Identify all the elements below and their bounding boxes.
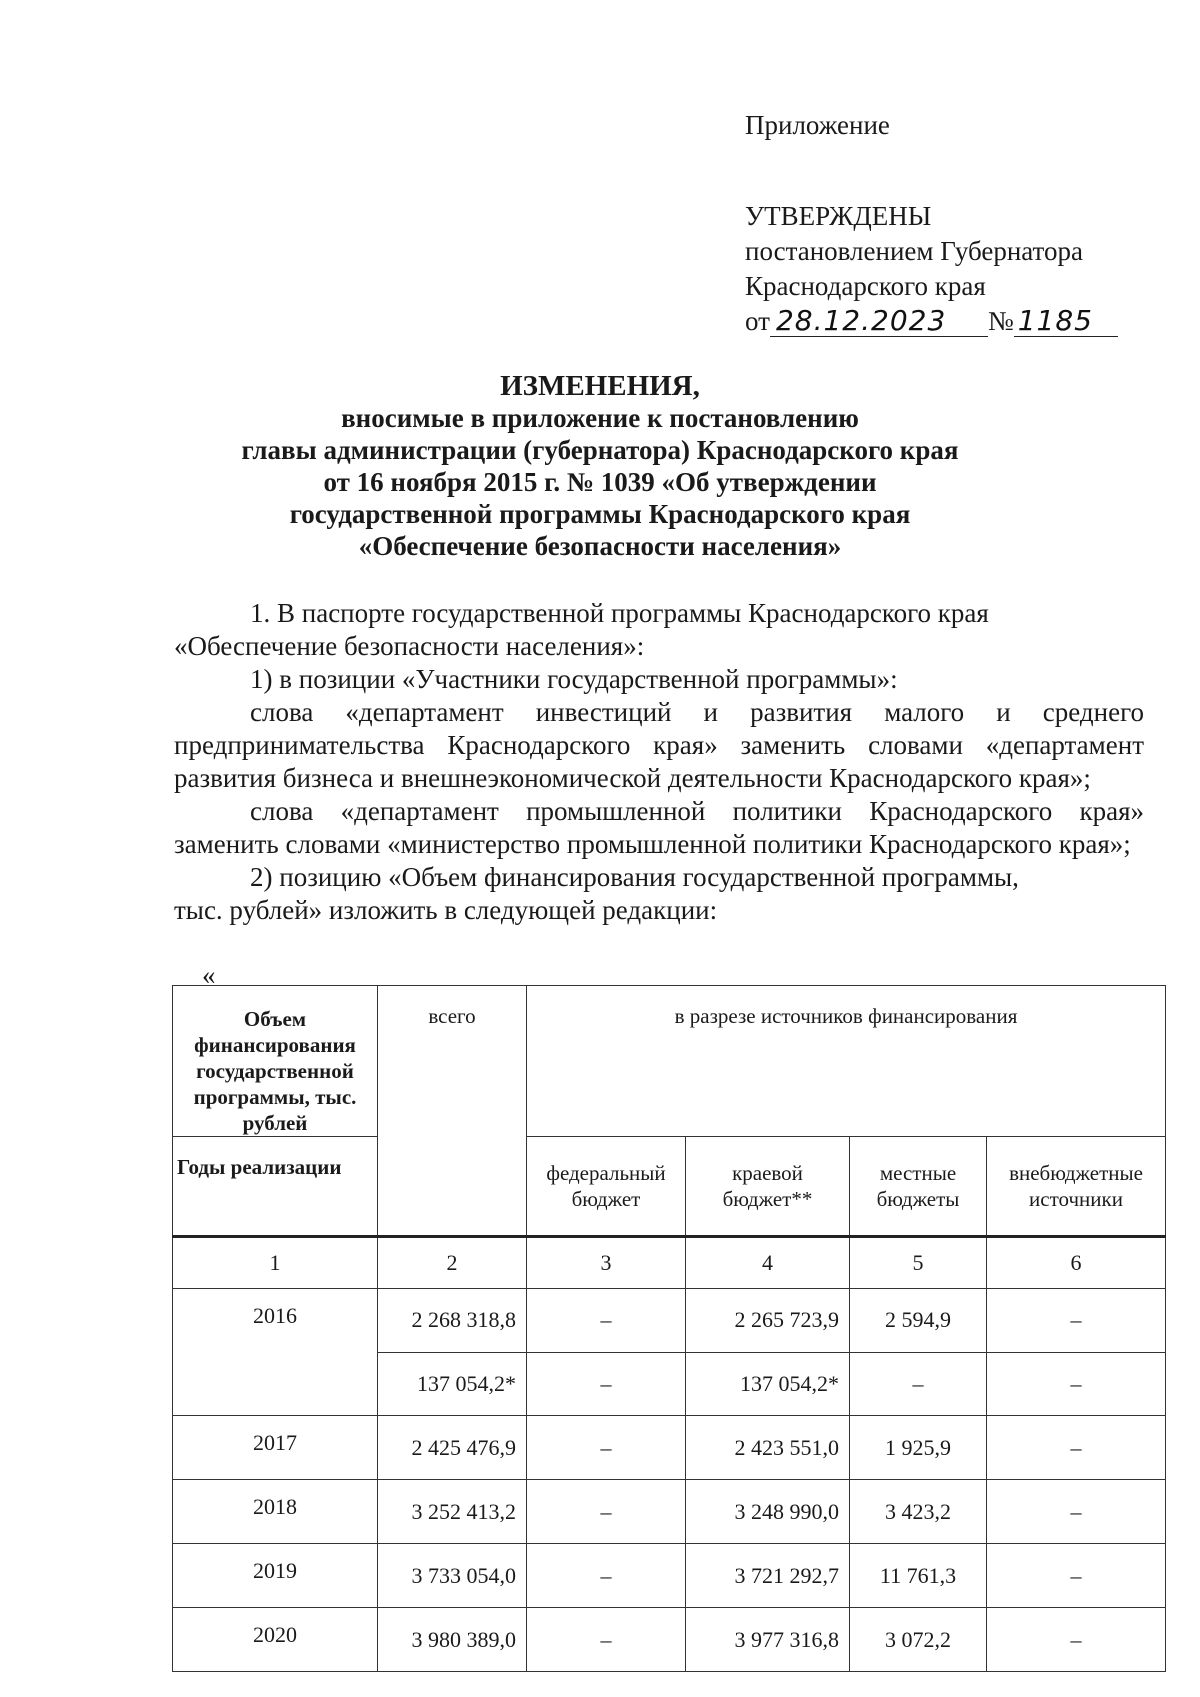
table-row bbox=[173, 1480, 1166, 1544]
financing-table bbox=[172, 985, 1166, 1672]
local-cell: 1 925,9 bbox=[850, 1416, 987, 1480]
number-label: № bbox=[987, 306, 1014, 336]
total-cell: 3 980 389,0 bbox=[378, 1608, 527, 1672]
title-line: «Обеспечение безопасности населения» bbox=[358, 531, 842, 561]
table-row bbox=[173, 1289, 1166, 1353]
column-number: 3 bbox=[527, 1237, 686, 1289]
paragraph: «Обеспечение безопасности населения»: bbox=[174, 631, 645, 661]
federal-cell: – bbox=[527, 1289, 686, 1353]
federal-cell: – bbox=[527, 1480, 686, 1544]
column-number: 1 bbox=[173, 1237, 378, 1289]
title-line: государственной программы Краснодарского края bbox=[289, 499, 911, 529]
total-cell: 137 054,2* bbox=[378, 1352, 527, 1416]
table-row bbox=[173, 1544, 1166, 1608]
opening-quote: « bbox=[202, 960, 216, 990]
federal-cell: – bbox=[527, 1608, 686, 1672]
local-cell: 2 594,9 bbox=[850, 1289, 987, 1353]
federal-cell: – bbox=[527, 1416, 686, 1480]
federal-cell: – bbox=[527, 1544, 686, 1608]
column-number: 6 bbox=[987, 1237, 1166, 1289]
extra-cell: – bbox=[987, 1608, 1166, 1672]
federal-cell: – bbox=[527, 1352, 686, 1416]
column-number-row bbox=[173, 1237, 1166, 1289]
document-body bbox=[174, 597, 1144, 927]
table-row bbox=[173, 1416, 1166, 1480]
regional-cell: 2 265 723,9 bbox=[686, 1289, 850, 1353]
from-label: от bbox=[745, 306, 770, 336]
regional-cell: 2 423 551,0 bbox=[686, 1416, 850, 1480]
header-local: местные бюджеты bbox=[850, 1137, 987, 1237]
title-line: от 16 ноября 2015 г. № 1039 «Об утверждении bbox=[323, 467, 877, 497]
total-cell: 2 425 476,9 bbox=[378, 1416, 527, 1480]
approved-label: УТВЕРЖДЕНЫ bbox=[745, 201, 932, 231]
header-total-cont bbox=[378, 1137, 527, 1237]
paragraph: слова «департамент инвестиций и развития малого и среднего предпринимательства Краснодарского края» заменить словами «департамент развития бизнеса и внешнеэкономической деятельности Краснодарского края»; bbox=[174, 697, 1144, 793]
local-cell: 3 072,2 bbox=[850, 1608, 987, 1672]
year-cell: 2017 bbox=[173, 1416, 378, 1480]
header-volume: Объем финансирования государственной программы, тыс. рублей bbox=[173, 986, 378, 1137]
extra-cell: – bbox=[987, 1289, 1166, 1353]
total-cell: 3 252 413,2 bbox=[378, 1480, 527, 1544]
header-extra: внебюджетные источники bbox=[987, 1137, 1166, 1237]
paragraph: 1. В паспорте государственной программы Краснодарского края bbox=[250, 598, 989, 628]
handwritten-number: 1185 bbox=[1014, 306, 1118, 337]
header-sources: в разрезе источников финансирования bbox=[527, 986, 1166, 1137]
approved-by-line: постановлением Губернатора bbox=[745, 236, 1083, 266]
table-row bbox=[173, 1608, 1166, 1672]
title-line: главы администрации (губернатора) Краснодарского края bbox=[241, 435, 959, 465]
local-cell: 11 761,3 bbox=[850, 1544, 987, 1608]
local-cell: 3 423,2 bbox=[850, 1480, 987, 1544]
paragraph: 1) в позиции «Участники государственной программы»: bbox=[250, 664, 898, 694]
date-number-line bbox=[745, 304, 1118, 339]
regional-cell: 137 054,2* bbox=[686, 1352, 850, 1416]
column-number: 4 bbox=[686, 1237, 850, 1289]
column-number: 5 bbox=[850, 1237, 987, 1289]
extra-cell: – bbox=[987, 1480, 1166, 1544]
title-line: вносимые в приложение к постановлению bbox=[341, 403, 859, 433]
approval-block bbox=[745, 108, 1118, 339]
extra-cell: – bbox=[987, 1416, 1166, 1480]
year-cell: 2020 bbox=[173, 1608, 378, 1672]
regional-cell: 3 721 292,7 bbox=[686, 1544, 850, 1608]
regional-cell: 3 977 316,8 bbox=[686, 1608, 850, 1672]
appendix-label: Приложение bbox=[745, 110, 890, 140]
header-total: всего bbox=[378, 986, 527, 1137]
column-number: 2 bbox=[378, 1237, 527, 1289]
header-regional: краевой бюджет** bbox=[686, 1137, 850, 1237]
title-main: ИЗМЕНЕНИЯ, bbox=[500, 370, 700, 402]
paragraph: 2) позицию «Объем финансирования государственной программы, bbox=[250, 862, 1019, 892]
document-title bbox=[150, 370, 1050, 562]
total-cell: 3 733 054,0 bbox=[378, 1544, 527, 1608]
header-federal: федеральный бюджет bbox=[527, 1137, 686, 1237]
total-cell: 2 268 318,8 bbox=[378, 1289, 527, 1353]
paragraph: слова «департамент промышленной политики Краснодарского края» заменить словами «министерство промышленной политики Краснодарского края»; bbox=[174, 796, 1144, 859]
year-cell bbox=[173, 1352, 378, 1416]
local-cell: – bbox=[850, 1352, 987, 1416]
table-row bbox=[173, 1352, 1166, 1416]
year-cell: 2019 bbox=[173, 1544, 378, 1608]
approved-region-line: Краснодарского края bbox=[745, 271, 986, 301]
year-cell: 2018 bbox=[173, 1480, 378, 1544]
paragraph: тыс. рублей» изложить в следующей редакции: bbox=[174, 895, 718, 925]
extra-cell: – bbox=[987, 1544, 1166, 1608]
extra-cell: – bbox=[987, 1352, 1166, 1416]
year-cell: 2016 bbox=[173, 1289, 378, 1353]
regional-cell: 3 248 990,0 bbox=[686, 1480, 850, 1544]
handwritten-date: 28.12.2023 bbox=[770, 306, 988, 337]
header-years: Годы реализации bbox=[173, 1137, 378, 1237]
